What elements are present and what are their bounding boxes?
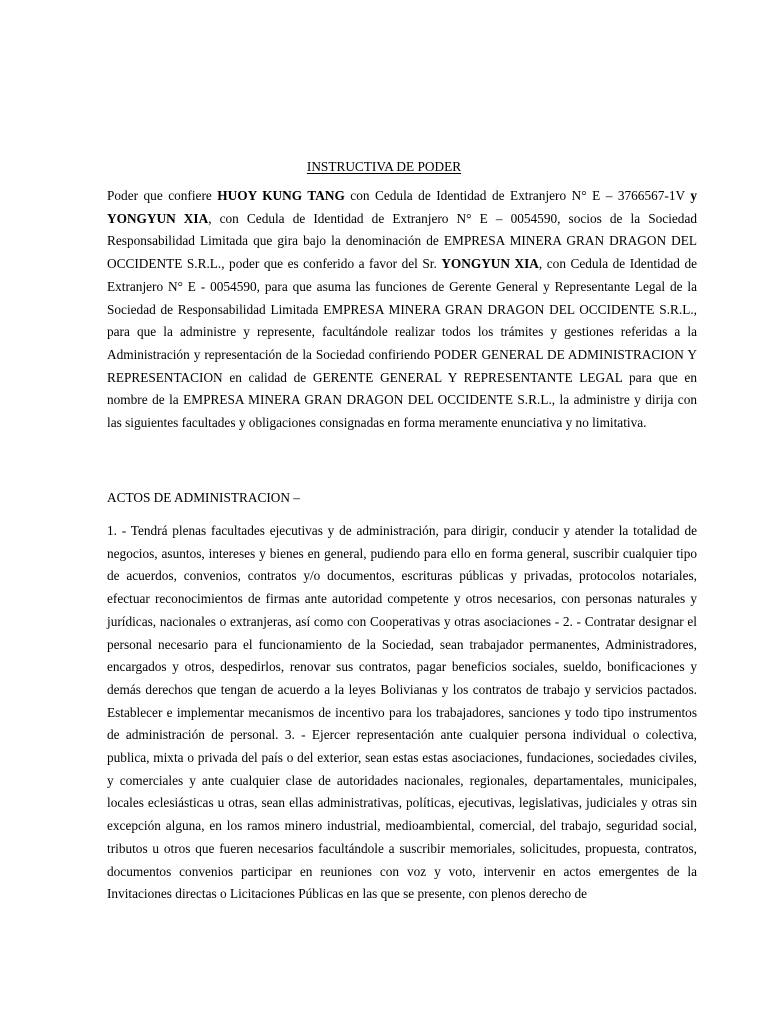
intro-text-3: , con Cedula de Identidad de Extranjero N° E – 0054590, socios de la Sociedad Responsabilidad Limitada que gira bajo la denominación de EMPRESA MINERA GRAN DRAGON DEL OCCIDENTE S.R.L., poder que es conferido a favor del Sr. xyxy=(107,210,697,272)
section-paragraph: 1. - Tendrá plenas facultades ejecutivas y de administración, para dirigir, conducir y atender la totalidad de negocios, asuntos, intereses y bienes en general, pudiendo para ello en forma general, suscribir cualquier tipo de acuerdos, convenios, contratos y/o documentos, escrituras públicas y privadas, protocolos notariales, efectuar reconocimientos de firmas ante autoridad competente y otros necesarios, con personas naturales y jurídicas, nacionales o extranjeras, así como con Cooperativas y otras asociaciones - 2. - Contratar designar el personal necesario para el funcionamiento de la Sociedad, sean trabajador permanentes, Administradores, encargados y otros, despedirlos, renovar sus contratos, pagar beneficios sociales, sueldo, bonificaciones y demás derechos que tengan de acuerdo a la leyes Bolivianas y los contratos de trabajo y servicios pactados. Establecer e implementar mecanismos de incentivo para los trabajadores, sanciones y todo tipo instrumentos de administración de personal. 3. - Ejercer representación ante cualquier persona individual o colectiva, publica, mixta o privada del país o del exterior, sean estas estas asociaciones, fundaciones, sociedades civiles, y comerciales y ante cualquier clase de autoridades nacionales, regionales, departamentales, municipales, locales eclesiásticas u otras, sean ellas administrativas, políticas, ejecutivas, legislativas, judiciales y otras sin excepción alguna, en los ramos minero industrial, medioambiental, comercial, del trabajo, seguridad social, tributos u otros que fueren necesarios facultándole a suscribir memoriales, solicitudes, propuesta, contratos, documentos convenios participar en reuniones con voz y voto, intervenir en actos emergentes de la Invitaciones directas o Licitaciones Públicas en las que se presente, con plenos derecho de xyxy=(107,523,697,902)
section-heading: ACTOS DE ADMINISTRACION – xyxy=(107,490,300,505)
intro-text-1: Poder que confiere xyxy=(107,188,218,203)
document-title: INSTRUCTIVA DE PODER xyxy=(306,159,462,174)
grantor-name-1: HUOY KUNG TANG xyxy=(217,188,345,203)
intro-text-4: , con Cedula de Identidad de Extranjero N° E - 0054590, para que asuma las funciones de Gerente General y Representante Legal de la Sociedad de Responsabilidad Limitada EMPRESA MINERA GRAN DRAGON DEL OCCIDENTE S.R.L., para que la administre y represente, facultándole realizar todos los trámites y gestiones referidas a la Administración y representación de la Sociedad confiriendo PODER GENERAL DE ADMINISTRACION Y REPRESENTACION en calidad de GERENTE GENERAL Y REPRESENTANTE LEGAL para que en nombre de la EMPRESA MINERA GRAN DRAGON DEL OCCIDENTE S.R.L., la administre y dirija con las siguientes facultades y obligaciones consignadas en forma meramente enunciativa y no limitativa. xyxy=(107,256,698,431)
attorney-name: YONGYUN XIA xyxy=(441,256,539,272)
intro-text-2: con Cedula de Identidad de Extranjero N° E – 3766567-1V xyxy=(344,188,691,203)
intro-paragraph xyxy=(107,185,697,435)
grantor-name-2: y YONGYUN XIA xyxy=(107,188,697,226)
